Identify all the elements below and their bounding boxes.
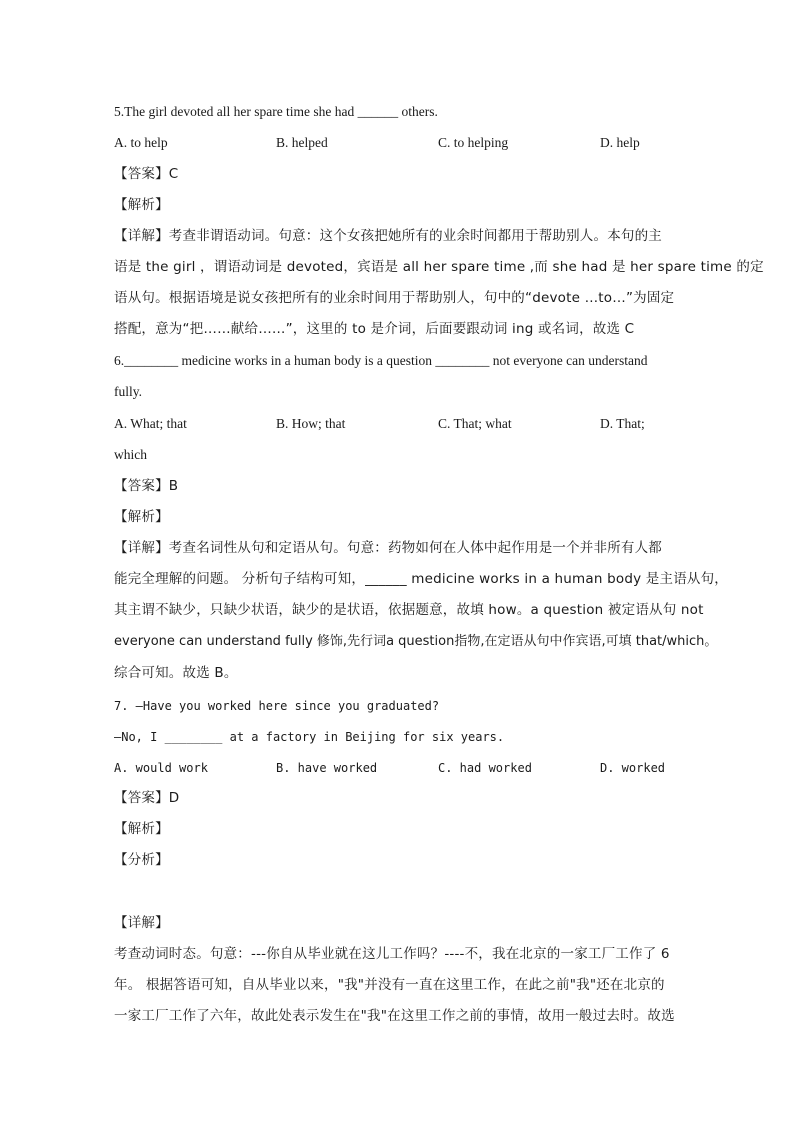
q6-stem-line-2: fully. — [114, 384, 142, 399]
q7-stem-line-2: —No, I ________ at a factory in Beijing for six years. — [114, 730, 505, 744]
q5-options — [114, 134, 694, 152]
q6-option-a: A. What; that — [114, 416, 187, 431]
q7-answer: 【答案】D — [114, 790, 180, 806]
q7-options — [114, 759, 694, 777]
q5-detail-line-4: 搭配，意为“把……献给……”，这里的 to 是介词，后面要跟动词 ing 或名词，故选 C — [114, 321, 635, 337]
q7-option-d: D. worked — [600, 761, 666, 775]
q6-option-b: B. How; that — [276, 416, 346, 431]
q7-stem-line-1: 7. —Have you worked here since you graduated? — [114, 699, 440, 713]
q5-detail-line-1: 【详解】考查非谓语动词。句意：这个女孩把她所有的业余时间都用于帮助别人。本句的主 — [114, 228, 662, 244]
q7-option-a: A. would work — [114, 761, 208, 775]
q7-option-b: B. have worked — [276, 761, 378, 775]
q5-option-b: B. helped — [276, 135, 328, 150]
q7-detail-line-3: 一家工厂工作了六年，故此处表示发生在"我"在这里工作之前的事情，故用一般过去时。故选 — [114, 1008, 675, 1024]
q5-option-d: D. help — [600, 135, 640, 150]
q5-option-a: A. to help — [114, 135, 168, 150]
q7-detail-label: 【详解】 — [114, 915, 169, 931]
q6-options — [114, 415, 694, 433]
q6-option-d-wrap: which — [114, 447, 147, 462]
q6-analysis-label: 【解析】 — [114, 509, 169, 525]
q7-option-c: C. had worked — [438, 761, 532, 775]
q7-detail-line-2: 年。 根据答语可知，自从毕业以来，"我"并没有一直在这里工作，在此之前"我"还在北京的 — [114, 977, 665, 993]
q6-option-d: D. That; — [600, 416, 645, 431]
q7-analysis-label: 【解析】 — [114, 821, 169, 837]
q5-detail-line-2: 语是 the girl ，谓语动词是 devoted，宾语是 all her spare time ,而 she had 是 her spare time 的定 — [114, 259, 764, 275]
q6-detail-line-2: 能完全理解的问题。 分析句子结构可知，______ medicine works in a human body 是主语从句， — [114, 571, 729, 587]
q5-stem: 5.The girl devoted all her spare time she had ______ others. — [114, 104, 438, 119]
q7-fenxi-label: 【分析】 — [114, 852, 169, 868]
q5-detail-line-3: 语从句。根据语境是说女孩把所有的业余时间用于帮助别人，句中的“devote …to…”为固定 — [114, 290, 675, 306]
q6-option-c: C. That; what — [438, 416, 512, 431]
q7-detail-line-1: 考查动词时态。句意：---你自从毕业就在这儿工作吗？----不，我在北京的一家工厂工作了 6 — [114, 946, 670, 962]
q5-answer: 【答案】C — [114, 166, 179, 182]
q6-detail-line-3: 其主谓不缺少，只缺少状语，缺少的是状语，依据题意，故填 how。a question 被定语从句 not — [114, 602, 704, 618]
q6-detail-line-5: 综合可知。故选 B。 — [114, 665, 238, 681]
q6-detail-line-4: everyone can understand fully 修饰,先行词a question指物,在定语从句中作宾语,可填 that/which。 — [114, 634, 718, 649]
q6-detail-line-1: 【详解】考查名词性从句和定语从句。句意：药物如何在人体中起作用是一个并非所有人都 — [114, 540, 662, 556]
q6-answer: 【答案】B — [114, 478, 179, 494]
q5-option-c: C. to helping — [438, 135, 509, 150]
q5-analysis-label: 【解析】 — [114, 197, 169, 213]
q6-stem-line-1: 6.________ medicine works in a human body is a question ________ not everyone can understand — [114, 353, 648, 368]
